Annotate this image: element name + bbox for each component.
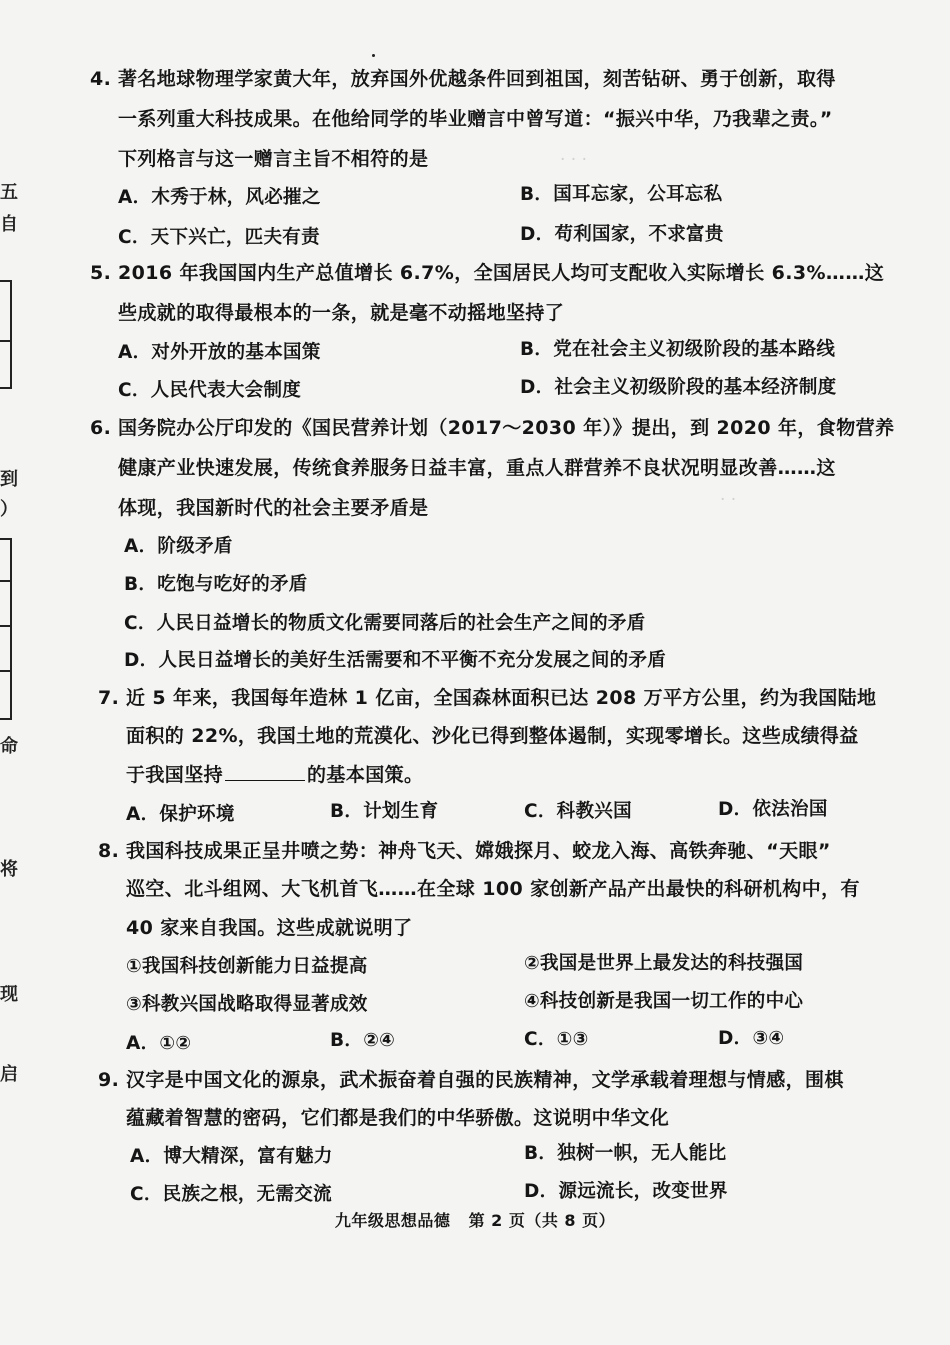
margin-fragment: 将 xyxy=(0,859,18,880)
question-text: 于我国坚持 xyxy=(126,764,224,786)
question-7-line xyxy=(98,683,876,710)
question-4-line: 下列格言与这一赠言主旨不相符的是 xyxy=(118,148,429,170)
statement-4: ④科技创新是我国一切工作的中心 xyxy=(524,991,804,1012)
question-number: 7. xyxy=(98,687,120,709)
margin-table-rule xyxy=(0,340,10,342)
margin-table-rule xyxy=(0,580,10,582)
question-7-line: 面积的 22%，我国土地的荒漠化、沙化已得到整体遏制，实现零增长。这些成绩得益 xyxy=(126,725,859,747)
option-a: A．保护环境 xyxy=(126,804,235,825)
option-d: D．苟利国家，不求富贵 xyxy=(520,224,724,245)
statement-1: ①我国科技创新能力日益提高 xyxy=(126,956,368,977)
margin-table-rule xyxy=(0,670,10,672)
option-c: C．①③ xyxy=(524,1029,589,1050)
question-number: 4. xyxy=(90,68,112,90)
option-d: D．③④ xyxy=(718,1028,785,1049)
question-9-line: 蕴藏着智慧的密码，它们都是我们的中华骄傲。这说明中华文化 xyxy=(126,1107,670,1129)
question-text: 汉字是中国文化的源泉，武术振奋着自强的民族精神，文学承载着理想与情感，围棋 xyxy=(126,1069,844,1091)
question-number: 6. xyxy=(90,417,112,439)
question-8-line xyxy=(98,836,831,863)
question-8-line: 40 家来自我国。这些成就说明了 xyxy=(126,917,413,939)
question-5-line: 些成就的取得最根本的一条，就是毫不动摇地坚持了 xyxy=(118,302,565,324)
option-b: B．党在社会主义初级阶段的基本路线 xyxy=(520,339,836,360)
option-b: B．计划生育 xyxy=(330,801,439,822)
option-a: A．对外开放的基本国策 xyxy=(118,342,321,363)
question-5-line xyxy=(90,258,884,285)
question-text: 近 5 年来，我国每年造林 1 亿亩，全国森林面积已达 208 万平方公里，约为我国陆地 xyxy=(126,687,877,709)
margin-fragment: 启 xyxy=(0,1064,18,1085)
option-b: B．国耳忘家，公耳忘私 xyxy=(520,184,723,205)
margin-fragment: 自 xyxy=(0,214,18,235)
option-c: C．天下兴亡，匹夫有责 xyxy=(118,227,320,248)
option-a: A．①② xyxy=(126,1033,192,1054)
question-6-line xyxy=(90,413,894,440)
question-text: 2016 年我国国内生产总值增长 6.7%，全国居民人均可支配收入实际增长 6.3%……这 xyxy=(118,262,885,284)
statement-2: ②我国是世界上最发达的科技强国 xyxy=(524,953,804,974)
statement-3: ③科教兴国战略取得显著成效 xyxy=(126,994,368,1015)
question-6-line: 健康产业快速发展，传统食养服务日益丰富，重点人群营养不良状况明显改善……这 xyxy=(118,457,836,479)
option-a: A．木秀于林，风必摧之 xyxy=(118,187,321,208)
margin-fragment: 命 xyxy=(0,736,18,757)
option-b: B．吃饱与吃好的矛盾 xyxy=(124,574,308,595)
question-8-line: 巡空、北斗组网、大飞机首飞……在全球 100 家创新产品产出最快的科研机构中，有 xyxy=(126,878,860,900)
margin-table-edge xyxy=(0,280,12,389)
margin-table-edge xyxy=(0,538,12,720)
option-c: C．人民日益增长的物质文化需要同落后的社会生产之间的矛盾 xyxy=(124,613,646,634)
option-d: D．社会主义初级阶段的基本经济制度 xyxy=(520,377,837,398)
question-number: 8. xyxy=(98,840,120,862)
question-text: 的基本国策。 xyxy=(307,764,424,786)
margin-fragment: 现 xyxy=(0,984,18,1005)
question-number: 9. xyxy=(98,1069,120,1091)
question-6-line: 体现，我国新时代的社会主要矛盾是 xyxy=(118,497,429,519)
bleed-through: · · · xyxy=(560,150,588,170)
question-9-line xyxy=(98,1065,844,1092)
option-b: B．独树一帜，无人能比 xyxy=(524,1143,727,1164)
question-text: 国务院办公厅印发的《国民营养计划（2017～2030 年）》提出，到 2020 年，食物营养 xyxy=(118,417,895,439)
option-d: D．依法治国 xyxy=(718,799,828,820)
option-c: C．科教兴国 xyxy=(524,801,632,822)
question-text: 著名地球物理学家黄大年，放弃国外优越条件回到祖国，刻苦钻研、勇于创新，取得 xyxy=(118,68,836,90)
question-4-line xyxy=(90,64,836,91)
question-4-line: 一系列重大科技成果。在他给同学的毕业赠言中曾写道：“振兴中华，乃我辈之责。” xyxy=(118,108,833,130)
option-c: C．人民代表大会制度 xyxy=(118,380,302,401)
margin-fragment: 到 xyxy=(0,469,18,490)
option-b: B．②④ xyxy=(330,1030,396,1051)
option-d: D．人民日益增长的美好生活需要和不平衡不充分发展之间的矛盾 xyxy=(124,650,667,671)
bleed-through: · · xyxy=(720,490,737,510)
option-c: C．民族之根，无需交流 xyxy=(130,1184,332,1205)
margin-table-rule xyxy=(0,625,10,627)
question-number: 5. xyxy=(90,262,112,284)
question-7-line xyxy=(126,760,423,787)
fill-in-blank xyxy=(225,761,305,781)
option-d: D．源远流长，改变世界 xyxy=(524,1181,728,1202)
margin-fragment: ） xyxy=(0,499,18,520)
option-a: A．博大精深，富有魅力 xyxy=(130,1146,333,1167)
question-text: 我国科技成果正呈井喷之势：神舟飞天、嫦娥探月、蛟龙入海、高铁奔驰、“天眼” xyxy=(126,840,831,862)
scan-speck xyxy=(372,54,375,57)
page-footer: 九年级思想品德 第 2 页（共 8 页） xyxy=(334,1211,616,1230)
option-a: A．阶级矛盾 xyxy=(124,536,233,557)
margin-fragment: 五 xyxy=(0,182,18,203)
